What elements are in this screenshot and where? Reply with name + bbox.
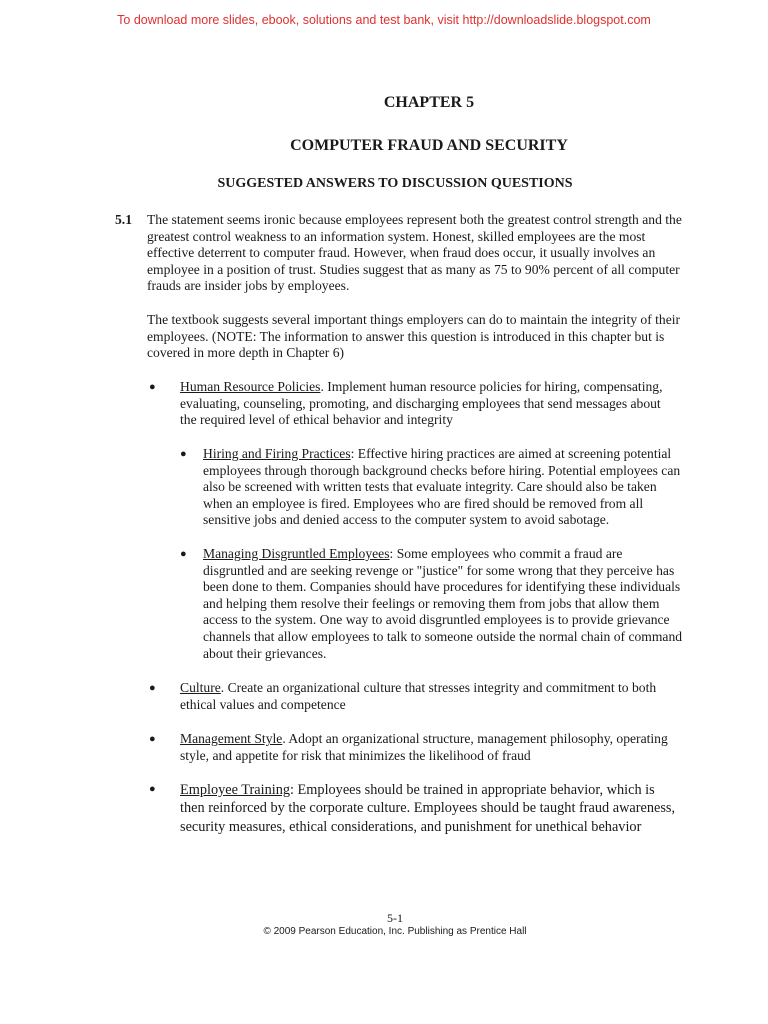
chapter-heading: CHAPTER 5 (383, 94, 475, 111)
bullet-human-resource-policies (149, 379, 680, 429)
bullet-text: . Create an organizational culture that stresses integrity and commitment to both ethical values and competence (180, 680, 657, 712)
bullet-text: . Implement human resource policies for hiring, compensating, evaluating, counseling, promoting, and discharging employees that send messages about the required level of ethical behavior and integrity (180, 379, 663, 428)
answer-paragraph-2: The textbook suggests several important things employers can do to maintain the integrity of their employees. (NOTE: The information to answer this question is introduced in this chapter but is covered in more depth in Chapter 6) (147, 312, 681, 361)
bullet-culture (149, 680, 680, 713)
bullet-term: Culture (180, 680, 221, 695)
bullet-term: Hiring and Firing Practices (203, 446, 351, 461)
bullet-text: : Effective hiring practices are aimed at screening potential employees through thorough background checks before hiring. Potential employees can also be screened with written tests that evaluate integrity. Care should also be taken when an employee is fired. Employees who are fired should be removed from all sensitive jobs and denied access to the computer system to avoid sabotage. (203, 446, 681, 528)
bullet-management-style (149, 731, 680, 764)
bullet-dot-icon: ● (149, 733, 156, 745)
bullet-text: : Some employees who commit a fraud are disgruntled and are seeking revenge or "justice" for some wrong that they perceive has been done to them. Companies should have procedures for identifying these individuals and helping them resolve their feelings or removing them from jobs that allow them access to the system. One way to avoid disgruntled employees is to provide grievance channels that allow employees to talk to someone outside the normal chain of command about their grievances. (203, 546, 683, 661)
bullet-text: . Adopt an organizational structure, management philosophy, operating style, and appetite for risk that minimizes the likelihood of fraud (180, 731, 668, 763)
page-number: 5-1 (387, 911, 403, 925)
section-subtitle: SUGGESTED ANSWERS TO DISCUSSION QUESTIONS (217, 176, 573, 191)
bullet-term: Human Resource Policies (180, 379, 321, 394)
question-number: 5.1 (115, 212, 132, 227)
chapter-title: COMPUTER FRAUD AND SECURITY (290, 137, 568, 154)
bullet-term: Employee Training (180, 782, 291, 798)
answer-paragraph-1: The statement seems ironic because employees represent both the greatest control strength and the greatest control weakness to an information system. Honest, skilled employees are the most effective deterrent to computer fraud. However, when fraud does occur, it usually involves an employee in a position of trust. Studies suggest that as many as 75 to 90% percent of all computer frauds are insider jobs by employees. (147, 212, 682, 294)
bullet-dot-icon: ● (180, 448, 187, 460)
bullet-dot-icon: ● (149, 381, 156, 393)
bullet-employee-training (149, 781, 680, 836)
bullet-dot-icon: ● (180, 548, 187, 560)
bullet-managing-disgruntled-employees (180, 546, 683, 662)
bullet-hiring-firing-practices (180, 446, 683, 529)
download-banner-link[interactable]: To download more slides, ebook, solutions and test bank, visit http://downloadslide.blogspot.com (117, 13, 651, 27)
copyright-notice: © 2009 Pearson Education, Inc. Publishing as Prentice Hall (263, 926, 527, 937)
bullet-dot-icon: ● (149, 783, 156, 795)
bullet-dot-icon: ● (149, 682, 156, 694)
bullet-term: Management Style (180, 731, 283, 746)
bullet-text: : Employees should be trained in appropriate behavior, which is then reinforced by the corporate culture. Employees should be taught fraud awareness, security measures, ethical considerations, and punishment for unethical behavior (180, 782, 676, 835)
bullet-term: Managing Disgruntled Employees (203, 546, 390, 561)
